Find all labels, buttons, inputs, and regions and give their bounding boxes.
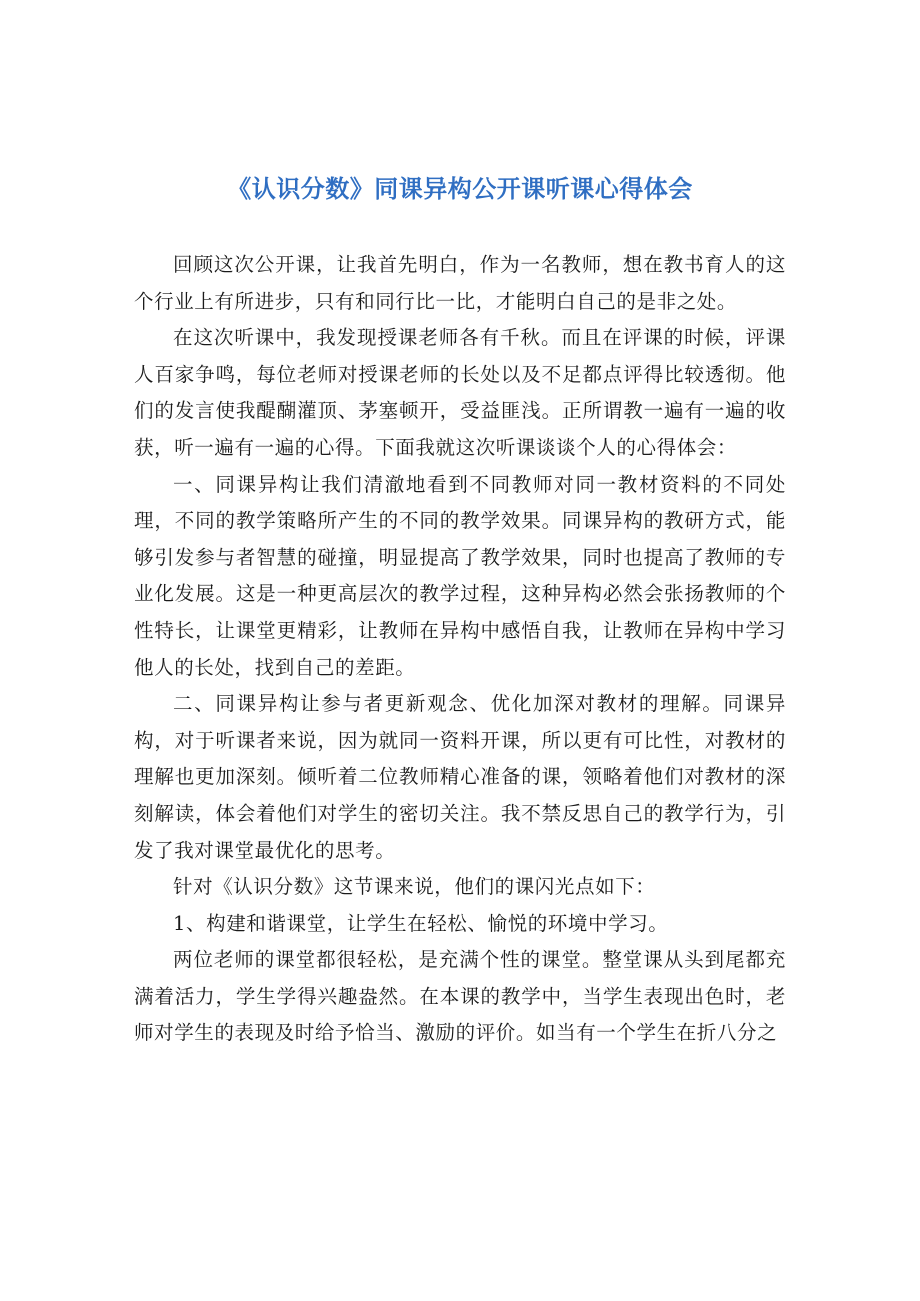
paragraph-2: 在这次听课中，我发现授课老师各有千秋。而且在评课的时候，评课人百家争鸣，每位老师对授课老师的长处以及不足都点评得比较透彻。他们的发言使我醍醐灌顶、茅塞顿开，受益匪浅。正所谓教一遍有一遍的收获，听一遍有一遍的心得。下面我就这次听课谈谈个人的心得体会： [134,326,786,459]
document-body [134,247,786,1052]
paragraph-5: 针对《认识分数》这节课来说，他们的课闪光点如下： [173,875,656,899]
paragraph-3: 一、同课异构让我们清澈地看到不同教师对同一教材资料的不同处理，不同的教学策略所产生的不同的教学效果。同课异构的教研方式，能够引发参与者智慧的碰撞，明显提高了教学效果，同时也提高了教师的专业化发展。这是一种更高层次的教学过程，这种异构必然会张扬教师的个性特长，让课堂更精彩，让教师在异构中感悟自我，让教师在异构中学习他人的长处，找到自己的差距。 [134,472,786,679]
paragraph-7: 两位老师的课堂都很轻松，是充满个性的课堂。整堂课从头到尾都充满着活力，学生学得兴趣盎然。在本课的教学中，当学生表现出色时，老师对学生的表现及时给予恰当、激励的评价。如当有一个学生在折八分之 [134,948,786,1045]
document-title: 《认识分数》同课异构公开课听课心得体会 [227,175,693,203]
paragraph-4: 二、同课异构让参与者更新观念、优化加深对教材的理解。同课异构，对于听课者来说，因为就同一资料开课，所以更有可比性，对教材的理解也更加深刻。倾听着二位教师精心准备的课，领略着他们对教材的深刻解读，体会着他们对学生的密切关注。我不禁反思自己的教学行为，引发了我对课堂最优化的思考。 [134,692,786,862]
paragraph-1: 回顾这次公开课，让我首先明白，作为一名教师，想在教书育人的这个行业上有所进步，只有和同行比一比，才能明白自己的是非之处。 [134,253,786,313]
paragraph-6: 1、构建和谐课堂，让学生在轻松、愉悦的环境中学习。 [173,911,669,935]
